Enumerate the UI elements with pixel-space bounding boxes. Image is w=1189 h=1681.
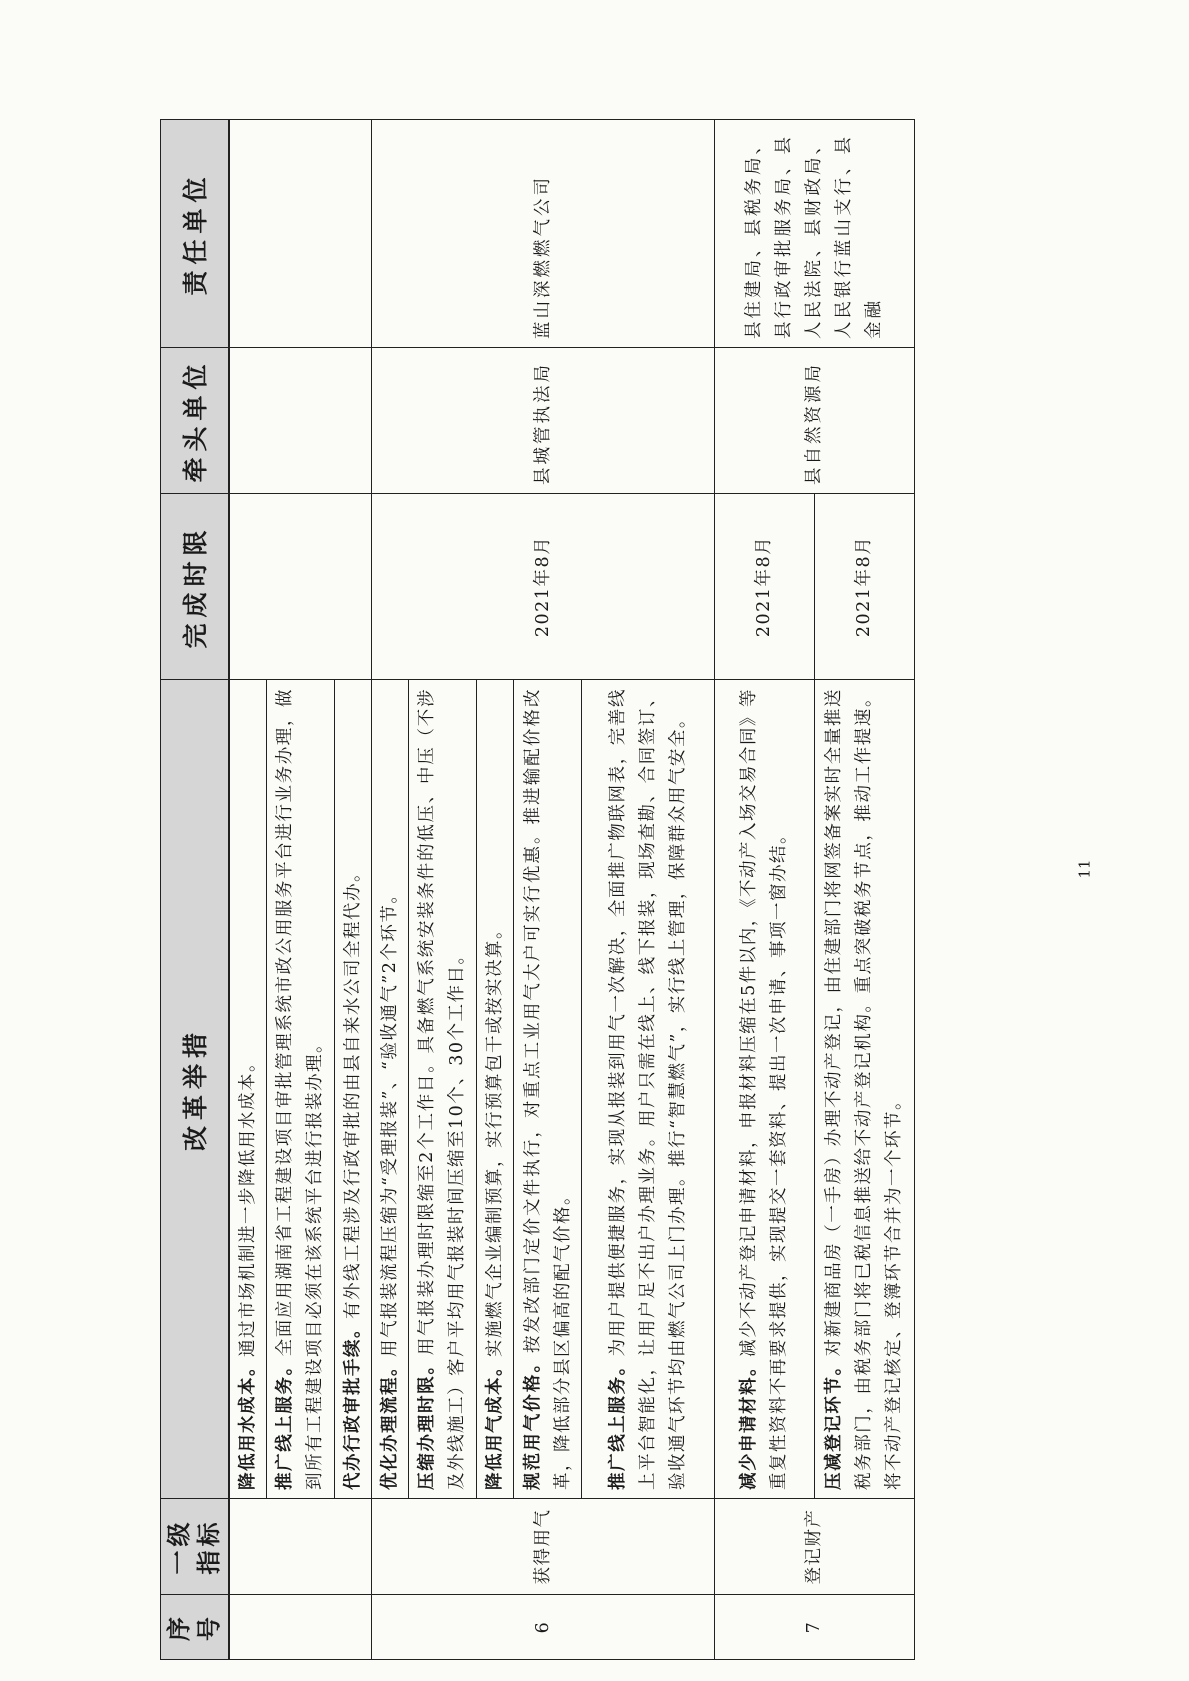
measure-text: 用气报装流程压缩为“受理报装”、“验收通气”2个环节。 xyxy=(379,884,400,1357)
measure-text: 对新建商品房（一手房）办理不动产登记，由住建部门将网签备案实时全量推送税务部门，由税务部门将已税信息推送给不动产登记机构。重点突破税务节点，推动工作提速。将不动产登记核定、登簿环节合并为一个环节。 xyxy=(824,687,905,1490)
header-deadline: 完成时限 xyxy=(161,494,229,680)
header-num: 序号 xyxy=(161,1595,229,1660)
group7-num: 7 xyxy=(714,1595,914,1660)
cell-resp-blank xyxy=(229,120,372,348)
cell-deadline-blank xyxy=(229,494,372,680)
measure-lead: 降低用气成本。 xyxy=(485,1357,506,1490)
header-lead-unit: 牵头单位 xyxy=(161,348,229,494)
measure-cell xyxy=(229,680,267,1499)
measure-lead: 推广线上服务。 xyxy=(275,1356,296,1490)
group7-deadline-a: 2021年8月 xyxy=(714,494,814,680)
group7-indicator: 登记财产 xyxy=(714,1499,914,1595)
measure-text: 按发改部门定价文件执行，对重点工业用气大户可实行优惠。推进输配价格改革，降低部分县区偏高的配气价格。 xyxy=(522,687,573,1490)
measure-lead: 代办行政审批手续。 xyxy=(342,1319,363,1490)
measure-text: 减少不动产登记申请材料，申报材料压缩在5件以内，《不动产入场交易合同》等重复性资料不再要求提供，实现提交一套资料、提出一次申请、事项一窗办结。 xyxy=(739,687,790,1490)
group6-num: 6 xyxy=(371,1595,714,1660)
measure-cell xyxy=(582,680,714,1499)
measure-cell xyxy=(371,680,408,1499)
measure-cell xyxy=(714,680,814,1499)
cell-num-blank xyxy=(229,1595,372,1660)
table-row xyxy=(371,120,408,1660)
page-number: 11 xyxy=(1075,859,1094,879)
group6-deadline: 2021年8月 xyxy=(371,494,714,680)
measure-cell xyxy=(477,680,514,1499)
header-resp-unit: 责任单位 xyxy=(161,120,229,348)
measure-text: 实施燃气企业编制预算，实行预算包干或按实决算。 xyxy=(485,920,506,1357)
measure-cell xyxy=(514,680,582,1499)
cell-lead-blank xyxy=(229,348,372,494)
measure-lead: 降低用水成本。 xyxy=(237,1357,258,1490)
measure-cell xyxy=(334,680,371,1499)
measure-text: 有外线工程涉及行政审批的由县自来水公司全程代办。 xyxy=(342,863,363,1319)
measure-lead: 优化办理流程。 xyxy=(379,1357,400,1490)
measure-lead: 推广线上服务。 xyxy=(607,1356,628,1490)
measure-cell xyxy=(814,680,914,1499)
table-header-row xyxy=(161,120,229,1660)
reform-measures-table xyxy=(160,119,915,1660)
header-indicator: 一级指标 xyxy=(161,1499,229,1595)
group7-lead-unit: 县自然资源局 xyxy=(714,348,914,494)
measure-lead: 规范用气价格。 xyxy=(522,1352,543,1490)
table-row xyxy=(714,120,814,1660)
table-row xyxy=(229,120,267,1660)
measure-text: 通过市场机制进一步降低用水成本。 xyxy=(237,1053,258,1357)
measure-lead: 压缩办理时限。 xyxy=(417,1355,438,1490)
measure-cell xyxy=(408,680,476,1499)
header-measures: 改革举措 xyxy=(161,680,229,1499)
group6-resp-unit: 蓝山深燃燃气公司 xyxy=(371,120,714,348)
measure-lead: 压减登记环节。 xyxy=(824,1356,845,1490)
rotated-table-page xyxy=(160,120,915,1660)
measure-text: 用气报装办理时限缩至2个工作日。具备燃气系统安装条件的低压、中压（不涉及外线施工）客户平均用气报装时间压缩至10个、30个工作日。 xyxy=(417,687,468,1490)
measure-text: 全面应用湖南省工程建设项目审批管理系统市政公用服务平台进行业务办理，做到所有工程建设项目必须在该系统平台进行报装办理。 xyxy=(275,687,326,1490)
measure-text: 为用户提供便捷服务，实现从报装到用气一次解决，全面推广物联网表，完善线上平台智能化，让用户足不出户办理业务。用户只需在线上、线下报装，现场查勘、合同签订、验收通气环节均由燃气公司上门办理。推行“智慧燃气”，实行线上管理，保障群众用气安全。 xyxy=(607,687,688,1490)
group7-deadline-b: 2021年8月 xyxy=(814,494,914,680)
measure-cell xyxy=(266,680,334,1499)
cell-indicator-blank xyxy=(229,1499,372,1595)
measure-lead: 减少申请材料。 xyxy=(739,1356,760,1490)
group7-resp-unit: 县住建局、县税务局、县行政审批服务局、县人民法院、县财政局、人民银行蓝山支行、县金融 xyxy=(714,120,914,348)
group6-lead-unit: 县城管执法局 xyxy=(371,348,714,494)
group6-indicator: 获得用气 xyxy=(371,1499,714,1595)
